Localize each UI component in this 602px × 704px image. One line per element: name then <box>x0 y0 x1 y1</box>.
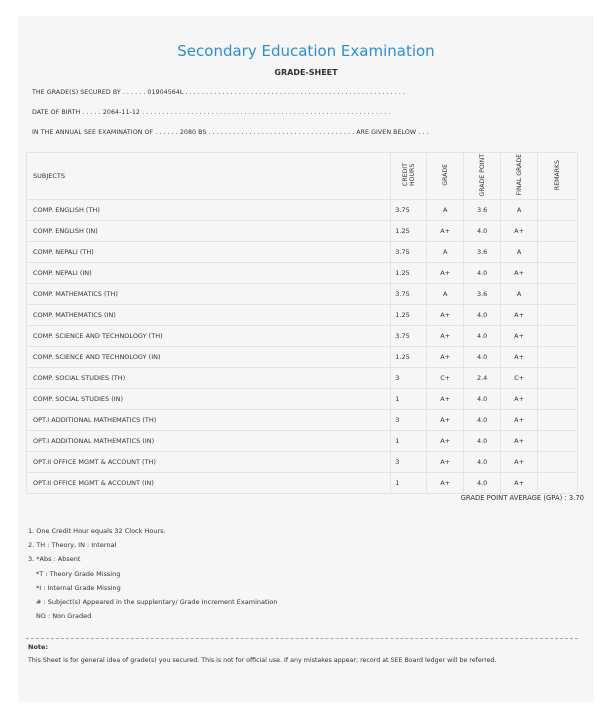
grade-point-cell: 4.0 <box>464 347 501 368</box>
subject-cell: OPT.I ADDITIONAL MATHEMATICS (IN) <box>27 431 391 452</box>
divider <box>26 638 578 639</box>
credit-hours-cell: 3.75 <box>391 200 427 221</box>
subject-cell: OPT.II OFFICE MGMT & ACCOUNT (TH) <box>27 452 391 473</box>
grade-cell: A+ <box>427 389 464 410</box>
note-item: *T : Theory Grade Missing <box>36 569 121 578</box>
table-row <box>27 452 578 473</box>
grades-table <box>26 152 578 494</box>
subject-cell: COMP. NEPALI (TH) <box>27 242 391 263</box>
remarks-cell <box>538 347 578 368</box>
final-grade-cell: A+ <box>501 221 538 242</box>
grade-header: GRADE <box>427 153 464 200</box>
grade-cell: A+ <box>427 347 464 368</box>
note-item: 1. One Credit Hour equals 32 Clock Hours. <box>28 527 166 535</box>
credit-hours-cell: 1.25 <box>391 221 427 242</box>
grade-point-cell: 4.0 <box>464 263 501 284</box>
grade-point-cell: 4.0 <box>464 410 501 431</box>
remarks-cell <box>538 473 578 494</box>
credit-hours-cell: 1 <box>391 473 427 494</box>
grade-cell: A+ <box>427 473 464 494</box>
note-item: *I : Internal Grade Missing <box>36 583 121 592</box>
table-row <box>27 368 578 389</box>
final-grade-cell: C+ <box>501 368 538 389</box>
table-row <box>27 473 578 494</box>
grade-cell: A+ <box>427 410 464 431</box>
table-row <box>27 284 578 305</box>
footer-note-text: This Sheet is for general idea of grade(s) you secured. This is not for official use. If any mistakes appear; record at SEE Board ledger will be referred. <box>28 657 497 664</box>
subject-cell: COMP. NEPALI (IN) <box>27 263 391 284</box>
grade-sheet <box>18 16 594 702</box>
table-header-row <box>27 153 578 200</box>
grade-point-cell: 3.6 <box>464 200 501 221</box>
grade-point-header: GRADE POINT <box>464 153 501 200</box>
grade-point-cell: 4.0 <box>464 221 501 242</box>
final-grade-cell: A+ <box>501 452 538 473</box>
table-row <box>27 326 578 347</box>
grade-cell: A <box>427 200 464 221</box>
date-of-birth-line: DATE OF BIRTH . . . . . 2064-11-12 . . . . . . . . . . . . . . . . . . . . . . . . . . . . . . . . . . . . . . . . . . . . . . . . . . . . . . . . . . . . . <box>32 109 391 116</box>
note-item: 3. *Abs : Absent <box>28 555 81 564</box>
symbol-number-line: THE GRADE(S) SECURED BY . . . . . . 01904564L . . . . . . . . . . . . . . . . . . . . . . . . . . . . . . . . . . . . . . . . . . . . . . . . . . . . . . <box>32 89 406 96</box>
table-row <box>27 263 578 284</box>
grade-cell: A <box>427 242 464 263</box>
credit-hours-cell: 3 <box>391 368 427 389</box>
remarks-cell <box>538 284 578 305</box>
remarks-cell <box>538 452 578 473</box>
grade-cell: C+ <box>427 368 464 389</box>
final-grade-cell: A+ <box>501 431 538 452</box>
grade-point-cell: 4.0 <box>464 326 501 347</box>
note-item: 2. TH : Theory, IN : Internal <box>28 541 117 550</box>
grade-point-cell: 2.4 <box>464 368 501 389</box>
credit-hours-cell: 1 <box>391 431 427 452</box>
credit-hours-cell: 1 <box>391 389 427 410</box>
credit-hours-cell: 3.75 <box>391 326 427 347</box>
remarks-header: REMARKS <box>538 153 578 200</box>
grade-point-cell: 4.0 <box>464 389 501 410</box>
subject-cell: OPT.I ADDITIONAL MATHEMATICS (TH) <box>27 410 391 431</box>
remarks-cell <box>538 263 578 284</box>
table-row <box>27 410 578 431</box>
grade-cell: A+ <box>427 431 464 452</box>
subject-cell: COMP. ENGLISH (TH) <box>27 200 391 221</box>
credit-hours-cell: 1.25 <box>391 305 427 326</box>
subject-cell: COMP. SCIENCE AND TECHNOLOGY (IN) <box>27 347 391 368</box>
credit-hours-cell: 3.75 <box>391 242 427 263</box>
table-row <box>27 242 578 263</box>
subject-cell: COMP. ENGLISH (IN) <box>27 221 391 242</box>
note-item: # : Subject(s) Appeared in the supplentary/ Grade Increment Examination <box>36 598 278 607</box>
subject-cell: COMP. MATHEMATICS (TH) <box>27 284 391 305</box>
grade-cell: A+ <box>427 221 464 242</box>
credit-hours-cell: 1.25 <box>391 347 427 368</box>
final-grade-cell: A+ <box>501 305 538 326</box>
remarks-cell <box>538 221 578 242</box>
final-grade-cell: A+ <box>501 473 538 494</box>
grade-cell: A <box>427 284 464 305</box>
final-grade-header: FINAL GRADE <box>501 153 538 200</box>
page-title: Secondary Education Examination <box>177 42 435 60</box>
subject-cell: OPT.II OFFICE MGMT & ACCOUNT (IN) <box>27 473 391 494</box>
final-grade-cell: A <box>501 200 538 221</box>
grade-point-cell: 4.0 <box>464 473 501 494</box>
grade-cell: A+ <box>427 452 464 473</box>
remarks-cell <box>538 326 578 347</box>
credit-hours-header: CREDIT HOURS <box>391 153 427 200</box>
grade-cell: A+ <box>427 326 464 347</box>
subject-cell: COMP. MATHEMATICS (IN) <box>27 305 391 326</box>
subjects-header: SUBJECTS <box>27 153 391 200</box>
grade-point-cell: 3.6 <box>464 284 501 305</box>
gpa-value: GRADE POINT AVERAGE (GPA) : 3.70 <box>460 494 584 502</box>
credit-hours-cell: 3.75 <box>391 284 427 305</box>
credit-hours-cell: 1.25 <box>391 263 427 284</box>
remarks-cell <box>538 431 578 452</box>
remarks-cell <box>538 242 578 263</box>
table-row <box>27 431 578 452</box>
subject-cell: COMP. SOCIAL STUDIES (TH) <box>27 368 391 389</box>
remarks-cell <box>538 389 578 410</box>
final-grade-cell: A+ <box>501 410 538 431</box>
subject-cell: COMP. SOCIAL STUDIES (IN) <box>27 389 391 410</box>
table-row <box>27 200 578 221</box>
footer-note-label: Note: <box>28 643 49 651</box>
remarks-cell <box>538 410 578 431</box>
grade-point-cell: 4.0 <box>464 305 501 326</box>
grade-cell: A+ <box>427 263 464 284</box>
credit-hours-cell: 3 <box>391 410 427 431</box>
remarks-cell <box>538 200 578 221</box>
final-grade-cell: A+ <box>501 263 538 284</box>
exam-year-line: IN THE ANNUAL SEE EXAMINATION OF . . . . . . 2080 BS . . . . . . . . . . . . . . . . . . . . . . . . . . . . . . . . . . . . ARE GIVEN BELOW . . . <box>32 129 429 136</box>
note-item: NG : Non Graded <box>36 612 92 621</box>
table-row <box>27 347 578 368</box>
grade-cell: A+ <box>427 305 464 326</box>
grade-point-cell: 4.0 <box>464 452 501 473</box>
table-row <box>27 221 578 242</box>
credit-hours-cell: 3 <box>391 452 427 473</box>
grade-point-cell: 4.0 <box>464 431 501 452</box>
subject-cell: COMP. SCIENCE AND TECHNOLOGY (TH) <box>27 326 391 347</box>
grade-point-cell: 3.6 <box>464 242 501 263</box>
final-grade-cell: A+ <box>501 347 538 368</box>
notes-list <box>28 524 277 623</box>
final-grade-cell: A <box>501 284 538 305</box>
final-grade-cell: A+ <box>501 326 538 347</box>
table-row <box>27 389 578 410</box>
remarks-cell <box>538 305 578 326</box>
final-grade-cell: A <box>501 242 538 263</box>
page-subtitle: GRADE-SHEET <box>274 68 338 77</box>
remarks-cell <box>538 368 578 389</box>
table-row <box>27 305 578 326</box>
final-grade-cell: A+ <box>501 389 538 410</box>
